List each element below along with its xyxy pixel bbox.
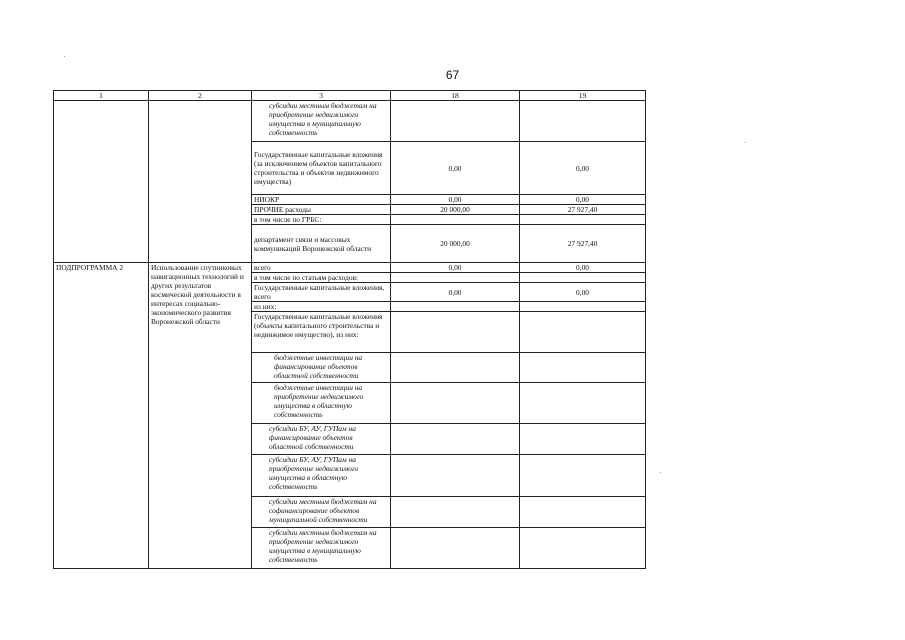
cell-value-19	[520, 497, 646, 528]
col-header-19: 19	[520, 91, 646, 101]
cell-value-19	[520, 312, 646, 353]
cell-value-18: 0,00	[391, 283, 520, 302]
cell-expense-item: бюджетные инвестиции на финансирование объектов областной собственности	[252, 353, 391, 383]
col-header-18: 18	[391, 91, 520, 101]
cell-value-19: 0,00	[520, 263, 646, 273]
cell-value-19: 0,00	[520, 283, 646, 302]
table-row	[54, 101, 646, 142]
cell-value-18	[391, 273, 520, 283]
cell-value-19	[520, 302, 646, 312]
cell-expense-item: Государственные капитальные вложения (объекты капитального строительства и недвижимое имущество), из них:	[252, 312, 391, 353]
page-number: 67	[445, 68, 460, 82]
col-header-2: 2	[149, 91, 252, 101]
cell-value-18: 0,00	[391, 195, 520, 205]
col-header-1: 1	[54, 91, 149, 101]
cell-value-18	[391, 497, 520, 528]
cell-value-19	[520, 455, 646, 497]
column-header-row	[54, 91, 646, 101]
cell-value-19	[520, 528, 646, 569]
cell-value-18: 0,00	[391, 263, 520, 273]
cell-value-19: 0,00	[520, 142, 646, 195]
cell-value-18	[391, 215, 520, 225]
cell-value-18: 20 000,00	[391, 205, 520, 215]
cell-value-19	[520, 383, 646, 424]
cell-value-18	[391, 353, 520, 383]
cell-value-18	[391, 302, 520, 312]
cell-blank	[149, 101, 252, 263]
cell-blank	[54, 101, 149, 263]
cell-expense-item: в том числе по ГРБС:	[252, 215, 391, 225]
cell-expense-item: в том числе по статьям расходов:	[252, 273, 391, 283]
table-row	[54, 263, 646, 273]
scan-speck: ·	[63, 52, 66, 61]
cell-value-19	[520, 353, 646, 383]
cell-value-19	[520, 273, 646, 283]
cell-expense-item: Государственные капитальные вложения, всего	[252, 283, 391, 302]
cell-expense-item: всего	[252, 263, 391, 273]
cell-expense-item: департамент связи и массовых коммуникаций Воронежской области	[252, 225, 391, 263]
cell-expense-item: НИОКР	[252, 195, 391, 205]
cell-value-18	[391, 528, 520, 569]
cell-value-19	[520, 101, 646, 142]
cell-expense-item: субсидии местным бюджетам на приобретение недвижимого имущества в муниципальную собственность	[252, 528, 391, 569]
cell-value-18	[391, 383, 520, 424]
cell-value-18	[391, 424, 520, 455]
cell-expense-item: из них:	[252, 302, 391, 312]
scan-speck: ·	[659, 468, 662, 477]
scan-speck: ·	[744, 138, 747, 147]
cell-subprogram: ПОДПРОГРАММА 2	[54, 263, 149, 569]
cell-value-18	[391, 312, 520, 353]
cell-expense-item: бюджетные инвестиции на приобретение недвижимого имущества в областную собственность	[252, 383, 391, 424]
cell-subprogram-title: Использование спутниковых навигационных технологий и других результатов космической деятельности в интересах социально-экономического развития Воронежской области	[149, 263, 252, 569]
col-header-3: 3	[252, 91, 391, 101]
cell-expense-item: субсидии местным бюджетам на софинансирование объектов муниципальной собственности	[252, 497, 391, 528]
cell-expense-item: Государственные капитальные вложения (за исключением объектов капитального строительства и объектов недвижимого имущества)	[252, 142, 391, 195]
cell-value-19: 27 927,40	[520, 225, 646, 263]
cell-value-19: 27 927,40	[520, 205, 646, 215]
cell-expense-item: субсидии БУ, АУ, ГУПам на финансирование объектов областной собственности	[252, 424, 391, 455]
cell-value-18: 0,00	[391, 142, 520, 195]
budget-table	[53, 90, 646, 569]
cell-value-19: 0,00	[520, 195, 646, 205]
cell-expense-item: субсидии местным бюджетам на приобретение недвижимого имущества в муниципальную собственность	[252, 101, 391, 142]
cell-expense-item: субсидии БУ, АУ, ГУПам на приобретение недвижимого имущества в областную собственность	[252, 455, 391, 497]
cell-value-18: 20 000,00	[391, 225, 520, 263]
cell-expense-item: ПРОЧИЕ расходы	[252, 205, 391, 215]
cell-value-18	[391, 455, 520, 497]
cell-value-19	[520, 215, 646, 225]
cell-value-18	[391, 101, 520, 142]
cell-value-19	[520, 424, 646, 455]
